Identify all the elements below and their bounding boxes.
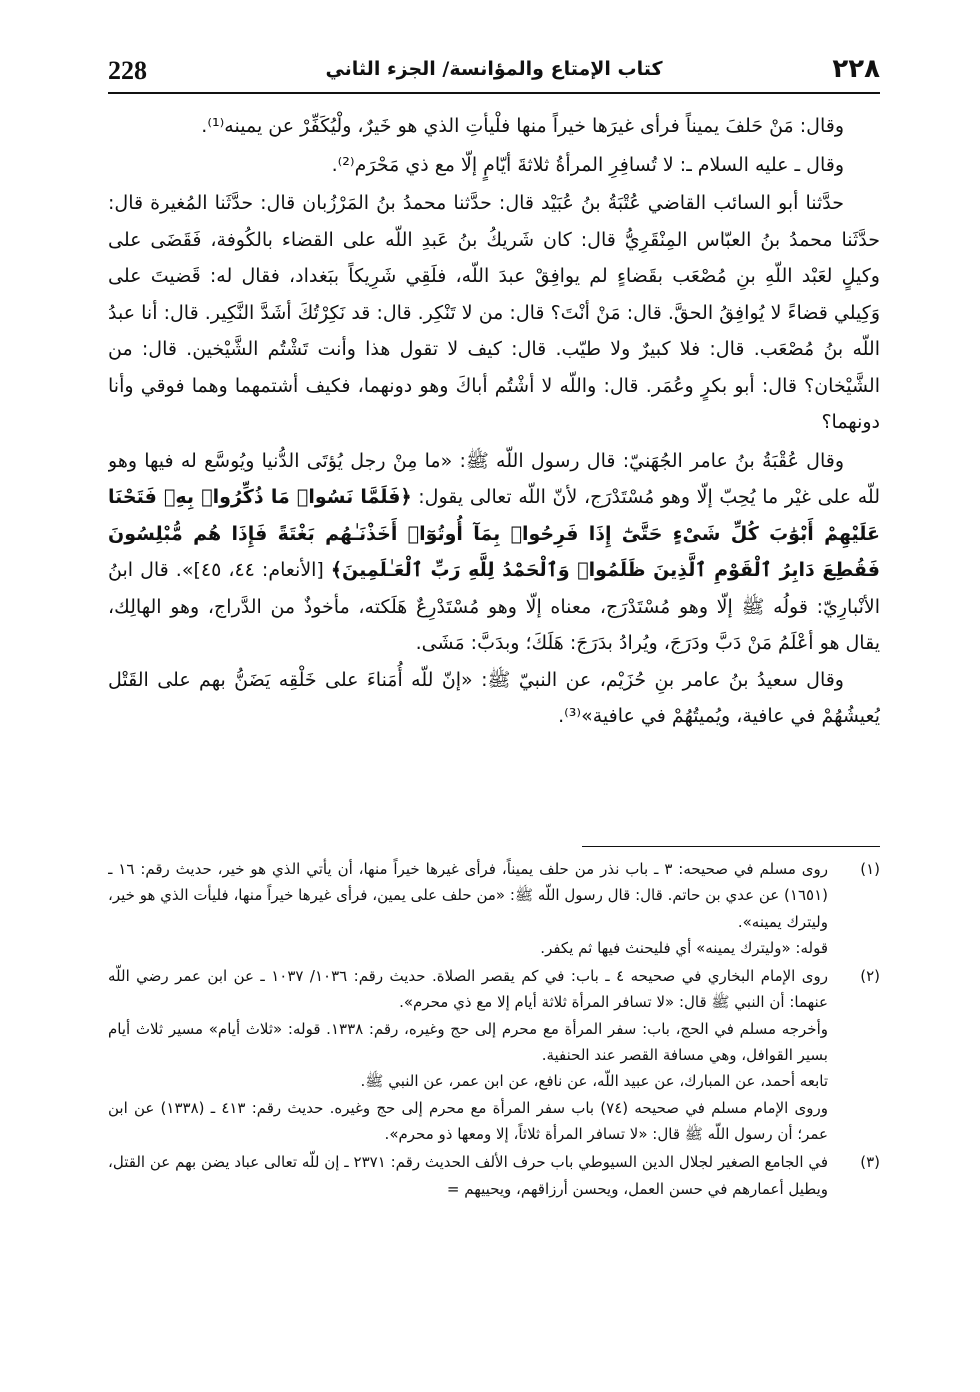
page-number-arabic: ٢٢٨: [832, 54, 880, 84]
page-number-latin: 228: [108, 56, 147, 85]
footnote: [108, 1149, 880, 1202]
verse-reference-and-commentary: [الأنعام: ٤٤، ٤٥]». قال ابنُ الأنْبارِيّ: قولُه ﷺ إلّا وهو مُسْتَدْرَج، معناه إلّا وهو مُسْتَدْرِعٌ هَلَكته، مأخوذٌ من الدَّراج، وهو الهالِك، يقال هو أعْلَمُ مَنْ دَبَّ ودَرَجَ، ويُرادُ بدَرَجَ: هَلَكَ؛ وبدَبَّ: مَشَى.: [108, 559, 880, 654]
page-header: [108, 52, 880, 92]
paragraph: وقال ـ عليه السلام ـ: لا تُسافِرِ المرأةُ ثلاثةَ أيّامٍ إلّا مع ذي مَحْرَم⁽²⁾.: [331, 153, 844, 176]
footnote-number: (٣): [860, 1153, 880, 1172]
running-title: كتاب الإمتاع والمؤانسة/ الجزء الثاني: [325, 58, 663, 80]
footnote-number: (١): [860, 860, 880, 878]
hadith-text: وقال عُقْبَةُ بنُ عامر الجُهَنيّ: قال رسول اللّه ﷺ: «ما مِنْ رجل يُؤتَى الدُّنيا ويُوسَّع له فيها وهو للّه على غيْر ما يُحِبّ إلّا وهو مُسْتَدْرَج، لأنّ اللّه تعالى يقول:: [108, 449, 880, 508]
footnote-separator: [582, 846, 880, 847]
footnotes: [108, 856, 880, 1376]
footnote: [108, 856, 880, 961]
footnote-line: قوله: «وليترك يمينه» أي فليحنث فيها ثم يكفر.: [540, 938, 828, 957]
footnote-line: تابعه أحمد، عن المبارك، عن عبيد اللّه، عن نافع، عن ابن عمر، عن النبي ﷺ.: [360, 1072, 828, 1091]
paragraph: وقال سعيدُ بنُ عامر بنِ حُزَيْم، عن النبيّ ﷺ: «إنّ للّه أُمَناءَ على خَلْقِه يَضَنُّ بهم على القَتْل يُعيشُهُمْ في عافية، ويُميتُهُمْ في عافية»⁽³⁾.: [108, 668, 880, 727]
footnote-line: وأخرجه مسلم في الحج، باب: سفر المرأة مع محرم إلى حج وغيره، رقم: ١٣٣٨. قوله: «ثلاث أيام» مسير ثلاث أيام بسير القوافل، وهي مسافة القصر عند الحنفية.: [108, 1019, 828, 1065]
footnote: [108, 963, 880, 1147]
quran-verse: ﴿فَلَمَّا نَسُوا۟ مَا ذُكِّرُوا۟ بِهِۦ فَتَحْنَا عَلَيْهِمْ أَبْوَٰبَ كُلِّ شَىْءٍ حَتَّىٰٓ إِذَا فَرِحُوا۟ بِمَآ أُوتُوٓا۟ أَخَذْنَـٰهُم بَغْتَةً فَإِذَا هُم مُّبْلِسُونَ فَقُطِعَ دَابِرُ ٱلْقَوْمِ ٱلَّذِينَ ظَلَمُوا۟ وَٱلْحَمْدُ لِلَّهِ رَبِّ ٱلْعَـٰلَمِينَ﴾: [108, 486, 880, 581]
paragraph: وقال: مَنْ حَلفَ يميناً فرأى غيرَها خيراً منها فلْيأتِ الذي هو خَيرٌ، ولْيُكَفِّرْ عن يمينه⁽¹⁾.: [201, 115, 844, 137]
footnote-line: روى الإمام البخاري في صحيحه ٤ ـ باب: في كم يقصر الصلاة. حديث رقم: ١٠٣٦/ ١٠٣٧ ـ عن ابن عمر رضي اللّه عنهما: أن النبي ﷺ قال: «لا تسافر المرأة ثلاثة أيام إلا مع ذي محرم».: [108, 967, 829, 1012]
footnote-line: روى مسلم في صحيحه: ٣ ـ باب نذر من حلف يميناً، فرأى غيرها خيراً منها، أن يأتي الذي هو خير، حديث رقم: ١٦ ـ (١٦٥١) عن عدي بن حاتم. قال: قال رسول اللّه ﷺ: «من حلف على يمين، فرأى غيرها خيراً منها، فليأت الذي هو خير، وليترك يمينه».: [108, 860, 828, 931]
footnote-number: (٢): [860, 967, 880, 986]
paragraph: [108, 443, 880, 662]
footnote-line: في الجامع الصغير لجلال الدين السيوطي باب حرف الألف الحديث رقم: ٢٣٧١ ـ إن للّه تعالى عباد يضن بهم عن القتل، ويطيل أعمارهم في حسن العمل، ويحسن أرزاقهم، ويحييهم =: [108, 1153, 828, 1198]
footnote-line: وروى الإمام مسلم في صحيحه (٧٤) باب سفر المرأة مع محرم إلى حج وغيره. حديث رقم: ٤١٣ ـ (١٣٣٨) عن ابن عمر؛ أن رسول اللّه ﷺ قال: «لا تسافر المرأة ثلاثاً، إلا ومعها ذو محرم».: [108, 1098, 828, 1143]
main-text: [108, 108, 880, 788]
paragraph: حدَّثنا أبو السائب القاضي عُتْبَةُ بنُ عُبَيْد قال: حدَّثنا محمدُ بنُ المَرْزُبان قال: حدَّثَنا المُغيرة قال: حدَّثَنا محمدُ بنُ العبّاس المِنْقَرِيُّ قال: كان شَريكُ بنُ عَبدِ اللّه على القضاء بالكُوفة، فَقَضَى على وكيلٍ لعَبْد اللّهِ بنِ مُصْعَب بقَضاءٍ لم يوافِقْ عبدَ اللّه، فلَقِي شَرِيكاً ببَغداد، فقال له: قَضيتَ على وَكِيلي قضاءً لا يُوافِقُ الحقَّ. قال: مَنْ أنْتَ؟ قال: من لا تَنْكِر. قال: قد نَكِرْتُكَ أشَدَّ النَّكِير. قال: أنا عبدُ اللّه بنُ مُصْعَب. قال: فلا كبيرٌ ولا طيّب. قال: كيف لا تقول هذا وأنت تَشْتُم الشَّيْخين. قال: من الشَّيْخان؟ قال: أبو بكرٍ وعُمَر. قال: واللّه لا أشْتُم أباكَ وهو دونهما، فكيف أشتمهما وهما فوقي وأنا دونهما؟: [108, 192, 880, 433]
header-rule: [108, 92, 880, 94]
